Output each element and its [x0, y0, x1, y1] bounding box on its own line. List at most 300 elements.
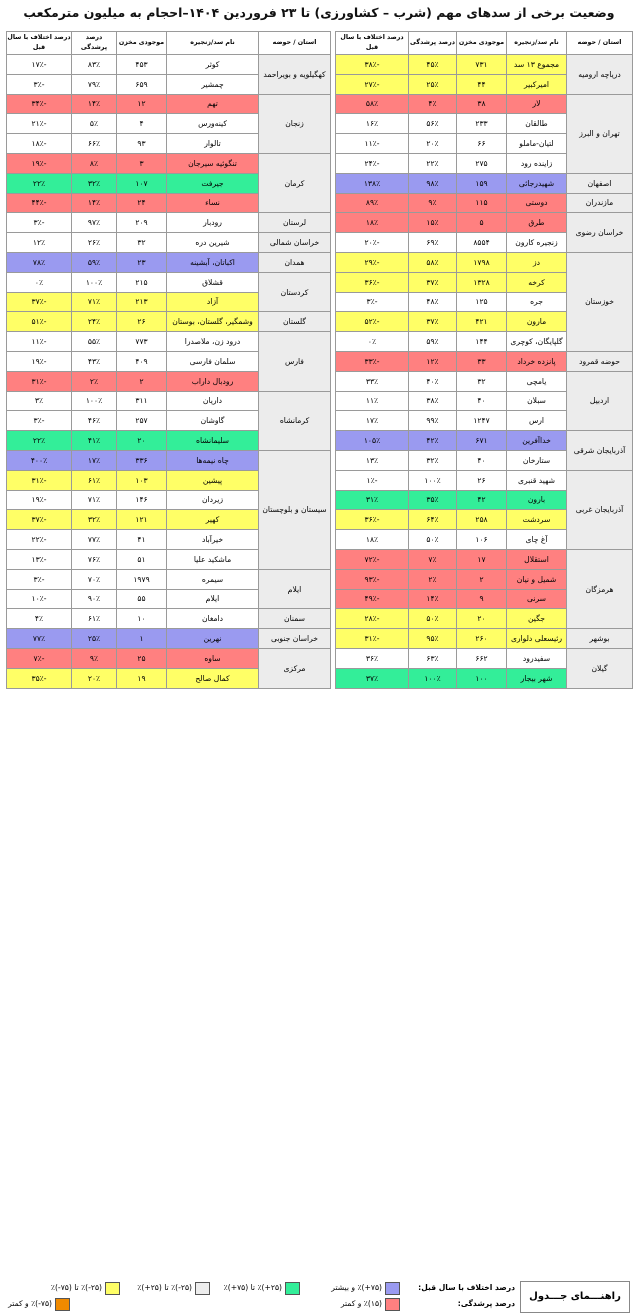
fill-cell: ۷۷٪	[72, 530, 117, 550]
header-dam: نام سد/زنجیره	[167, 32, 259, 55]
dam-cell: رودبال داراب	[167, 371, 259, 391]
change-cell: -۴۹٪	[336, 589, 409, 609]
dam-cell: ماشکید علیا	[167, 549, 259, 569]
change-cell: ۴٪	[7, 609, 72, 629]
storage-cell: ۲۳۳	[457, 114, 507, 134]
legend-item	[120, 1281, 210, 1295]
change-cell: -۱۷٪	[7, 55, 72, 75]
storage-cell: ۲۱۳	[117, 292, 167, 312]
fill-cell: ۹۷٪	[72, 213, 117, 233]
dam-cell: شهر بیجار	[507, 668, 567, 688]
storage-cell: ۷۳۱	[457, 55, 507, 75]
storage-cell: ۱۴۴	[457, 332, 507, 352]
dam-cell: چاه نیمه‌ها	[167, 450, 259, 470]
right-dam-table	[335, 31, 633, 689]
dam-cell: لتیان-ماملو	[507, 134, 567, 154]
dam-cell: دز	[507, 252, 567, 272]
change-cell: ۱۸٪	[336, 530, 409, 550]
table-row	[7, 450, 331, 470]
storage-cell: ۳۱۱	[117, 391, 167, 411]
dam-cell: سلمان فارسی	[167, 351, 259, 371]
dam-cell: تنگوئیه سیرجان	[167, 153, 259, 173]
storage-cell: ۴۲	[457, 490, 507, 510]
dam-cell: دامغان	[167, 609, 259, 629]
dam-cell: چمشیر	[167, 74, 259, 94]
table-row	[7, 55, 331, 75]
dam-cell: طالقان	[507, 114, 567, 134]
change-cell: ۵۸٪	[336, 94, 409, 114]
table-row	[7, 94, 331, 114]
change-cell: ۱۶٪	[336, 114, 409, 134]
province-cell: اردبیل	[567, 371, 633, 430]
change-cell: -۷۲٪	[336, 549, 409, 569]
table-row	[7, 233, 331, 253]
dam-cell: آغ چای	[507, 530, 567, 550]
change-cell: -۳۶٪	[336, 272, 409, 292]
fill-cell: ۴٪	[409, 94, 457, 114]
province-cell: سمنان	[259, 609, 331, 629]
fill-cell: ۵۹٪	[409, 332, 457, 352]
left-dam-table	[6, 31, 331, 689]
fill-cell: ۷۹٪	[72, 74, 117, 94]
fill-cell: ۴۳٪	[72, 351, 117, 371]
province-cell: کهگیلویه و بویراحمد	[259, 55, 331, 95]
province-cell: آذربایجان غربی	[567, 470, 633, 549]
fill-cell: ۴۶٪	[72, 411, 117, 431]
dam-cell: ارس	[507, 411, 567, 431]
table-row	[336, 55, 633, 75]
storage-cell: ۱۷	[457, 549, 507, 569]
storage-cell: ۱۷۹۸	[457, 252, 507, 272]
storage-cell: ۳	[117, 153, 167, 173]
dam-cell: کهیر	[167, 510, 259, 530]
change-cell: -۲۴٪	[336, 153, 409, 173]
fill-cell: ۵۸٪	[409, 252, 457, 272]
storage-cell: ۴۱	[117, 530, 167, 550]
storage-cell: ۴۴	[457, 74, 507, 94]
table-row	[336, 371, 633, 391]
change-cell: -۳۱٪	[336, 629, 409, 649]
fill-cell: ۵۵٪	[72, 332, 117, 352]
storage-cell: ۲۷۵	[457, 153, 507, 173]
storage-cell: ۶۵۹	[117, 74, 167, 94]
storage-cell: ۴	[117, 114, 167, 134]
fill-cell: ۵۰٪	[409, 609, 457, 629]
storage-cell: ۱۲	[117, 94, 167, 114]
dam-cell: بارون	[507, 490, 567, 510]
legend-swatch	[55, 1298, 70, 1311]
storage-cell: ۲۴	[117, 193, 167, 213]
header-fill: درصد پرشدگی	[409, 32, 457, 55]
table-header	[336, 32, 633, 55]
table-row	[336, 173, 633, 193]
legend-swatch	[385, 1298, 400, 1311]
dam-cell: لار	[507, 94, 567, 114]
province-cell: لرستان	[259, 213, 331, 233]
dam-cell: سرنی	[507, 589, 567, 609]
legend-swatch	[385, 1282, 400, 1295]
storage-cell: ۲۶	[117, 312, 167, 332]
province-cell: خراسان جنوبی	[259, 629, 331, 649]
fill-cell: ۳۲٪	[72, 510, 117, 530]
storage-cell: ۵	[457, 213, 507, 233]
change-cell: ۰٪	[336, 332, 409, 352]
dam-cell: سبلان	[507, 391, 567, 411]
legend-item-label: (۱۵)٪ و کمتر	[340, 1299, 382, 1308]
dam-cell: دوستی	[507, 193, 567, 213]
province-cell: گلستان	[259, 312, 331, 332]
change-cell: -۱۹٪	[7, 351, 72, 371]
change-cell: ۳۶٪	[336, 648, 409, 668]
change-cell: ۱۱٪	[336, 391, 409, 411]
dam-cell: کرخه	[507, 272, 567, 292]
change-cell: -۳۱٪	[7, 470, 72, 490]
change-cell: ۳۱٪	[336, 490, 409, 510]
province-cell: حوضه قمرود	[567, 351, 633, 371]
fill-cell: ۱۰۰٪	[409, 470, 457, 490]
change-cell: -۲۱٪	[7, 114, 72, 134]
table-row	[336, 351, 633, 371]
change-cell: ۲۲٪	[7, 431, 72, 451]
fill-cell: ۱۰۰٪	[72, 272, 117, 292]
province-cell: سیستان و بلوچستان	[259, 450, 331, 569]
storage-cell: ۳۳	[457, 351, 507, 371]
fill-cell: ۹۵٪	[409, 629, 457, 649]
fill-cell: ۷۱٪	[72, 292, 117, 312]
province-cell: مرکزی	[259, 648, 331, 688]
storage-cell: ۳۲	[117, 233, 167, 253]
province-cell: مازندران	[567, 193, 633, 213]
header-province: استان / حوضه	[259, 32, 331, 55]
fill-cell: ۳۲٪	[72, 173, 117, 193]
fill-cell: ۲۰٪	[409, 134, 457, 154]
province-cell: خراسان شمالی	[259, 233, 331, 253]
fill-cell: ۱۵٪	[409, 213, 457, 233]
fill-cell: ۹۰٪	[72, 589, 117, 609]
storage-cell: ۵۵	[117, 589, 167, 609]
storage-cell: ۶۶۲	[457, 648, 507, 668]
dam-cell: شمیل و نیان	[507, 569, 567, 589]
change-cell: -۱۱٪	[336, 134, 409, 154]
fill-cell: ۲۲٪	[409, 153, 457, 173]
province-cell: ایلام	[259, 569, 331, 609]
fill-cell: ۶۳٪	[409, 648, 457, 668]
province-cell: همدان	[259, 252, 331, 272]
table-row	[7, 153, 331, 173]
province-cell: کرمانشاه	[259, 391, 331, 450]
storage-cell: ۲۱۵	[117, 272, 167, 292]
change-cell: -۱٪	[336, 470, 409, 490]
change-cell: -۲۸٪	[336, 609, 409, 629]
dam-cell: یامچی	[507, 371, 567, 391]
dam-cell: خداآفرین	[507, 431, 567, 451]
change-cell: -۲۷٪	[336, 74, 409, 94]
table-row	[7, 213, 331, 233]
province-cell: بوشهر	[567, 629, 633, 649]
storage-cell: ۱۰۷	[117, 173, 167, 193]
storage-cell: ۴۲۱	[457, 312, 507, 332]
change-cell: ۱۸٪	[336, 213, 409, 233]
change-cell: ۷۸٪	[7, 252, 72, 272]
fill-cell: ۹۸٪	[409, 173, 457, 193]
change-cell: -۳۴٪	[7, 94, 72, 114]
province-cell: تهران و البرز	[567, 94, 633, 173]
province-cell: اصفهان	[567, 173, 633, 193]
change-cell: -۳۳٪	[336, 351, 409, 371]
storage-cell: ۲۵۸	[457, 510, 507, 530]
change-cell: -۳۸٪	[336, 55, 409, 75]
dam-cell: نهرین	[167, 629, 259, 649]
fill-cell: ۱۷٪	[72, 450, 117, 470]
table-row	[7, 332, 331, 352]
change-cell: -۱۱٪	[7, 332, 72, 352]
table-row	[336, 193, 633, 213]
change-cell: ۳۳٪	[336, 371, 409, 391]
change-cell: -۲۲٪	[7, 530, 72, 550]
change-cell: ۱۳۸٪	[336, 173, 409, 193]
storage-cell: ۱۰۶	[457, 530, 507, 550]
fill-cell: ۱۰۰٪	[409, 668, 457, 688]
change-cell: -۳۱٪	[7, 371, 72, 391]
dam-cell: گلپایگان، کوچری	[507, 332, 567, 352]
table-row	[7, 272, 331, 292]
table-row	[336, 252, 633, 272]
fill-cell: ۲٪	[409, 569, 457, 589]
dam-cell: ستارخان	[507, 450, 567, 470]
fill-cell: ۵۹٪	[72, 252, 117, 272]
dam-cell: تالوار	[167, 134, 259, 154]
fill-cell: ۵۶٪	[409, 114, 457, 134]
change-cell: ۲۲٪	[7, 173, 72, 193]
fill-cell: ۶۹٪	[409, 233, 457, 253]
fill-cell: ۳۷٪	[409, 272, 457, 292]
fill-cell: ۲۵٪	[409, 74, 457, 94]
fill-cell: ۷۱٪	[72, 490, 117, 510]
fill-cell: ۱۲٪	[409, 351, 457, 371]
fill-cell: ۴۱٪	[72, 431, 117, 451]
fill-cell: ۴۸٪	[409, 292, 457, 312]
storage-cell: ۳۲	[457, 371, 507, 391]
legend-swatch	[285, 1282, 300, 1295]
province-cell: هرمزگان	[567, 549, 633, 628]
fill-cell: ۴۰٪	[409, 371, 457, 391]
dam-cell: قشلاق	[167, 272, 259, 292]
storage-cell: ۲۰	[117, 431, 167, 451]
storage-cell: ۲۰	[457, 609, 507, 629]
fill-cell: ۳۸٪	[409, 391, 457, 411]
header-dam: نام سد/زنجیره	[507, 32, 567, 55]
dam-cell: سردشت	[507, 510, 567, 530]
storage-cell: ۲	[457, 569, 507, 589]
change-cell: -۵۲٪	[336, 312, 409, 332]
change-cell: ۰٪	[7, 272, 72, 292]
change-cell: -۳۵٪	[7, 668, 72, 688]
table-row	[336, 431, 633, 451]
storage-cell: ۴۰	[457, 450, 507, 470]
storage-cell: ۱۲۵	[457, 292, 507, 312]
legend	[0, 636, 638, 1308]
fill-cell: ۲٪	[72, 371, 117, 391]
fill-cell: ۹٪	[409, 193, 457, 213]
table-row	[336, 94, 633, 114]
header-province: استان / حوضه	[567, 32, 633, 55]
change-cell: -۱۰٪	[7, 589, 72, 609]
fill-cell: ۳۲٪	[409, 450, 457, 470]
header-fill: درصد پرشدگی	[72, 32, 117, 55]
dam-cell: داریان	[167, 391, 259, 411]
dam-cell: زاینده رود	[507, 153, 567, 173]
dam-cell: پیشین	[167, 470, 259, 490]
fill-cell: ۴۲٪	[409, 431, 457, 451]
storage-cell: ۲۶	[457, 470, 507, 490]
dam-cell: اکباتان، آبشینه	[167, 252, 259, 272]
table-row	[7, 569, 331, 589]
fill-cell: ۲۴٪	[72, 312, 117, 332]
storage-cell: ۳۳۶	[117, 450, 167, 470]
province-cell: خراسان رضوی	[567, 213, 633, 253]
storage-cell: ۹۳	[117, 134, 167, 154]
change-cell: -۳٪	[336, 292, 409, 312]
dam-cell: شهیدرجائی	[507, 173, 567, 193]
fill-cell: ۶۱٪	[72, 470, 117, 490]
storage-cell: ۲۰۹	[117, 213, 167, 233]
storage-cell: ۴۰۹	[117, 351, 167, 371]
province-cell: کردستان	[259, 272, 331, 312]
storage-cell: ۲۶۰	[457, 629, 507, 649]
change-cell: ۱۲٪	[7, 233, 72, 253]
fill-cell: ۱۴٪	[72, 94, 117, 114]
dam-cell: رودبار	[167, 213, 259, 233]
dam-cell: ایلام	[167, 589, 259, 609]
storage-cell: ۱۵۹	[457, 173, 507, 193]
fill-cell: ۲۰٪	[72, 668, 117, 688]
change-cell: -۷٪	[7, 648, 72, 668]
change-cell: -۱۳٪	[7, 549, 72, 569]
table-row	[7, 312, 331, 332]
dam-cell: زیردان	[167, 490, 259, 510]
dam-cell: تهم	[167, 94, 259, 114]
change-cell: -۲۰٪	[336, 233, 409, 253]
legend-item	[210, 1281, 300, 1295]
dam-cell: رئیسعلی دلواری	[507, 629, 567, 649]
fill-cell: ۷٪	[409, 549, 457, 569]
change-cell: -۱۹٪	[7, 490, 72, 510]
fill-cell: ۱۰۰٪	[72, 391, 117, 411]
storage-cell: ۱۳۲۸	[457, 272, 507, 292]
storage-cell: ۱۰۳	[117, 470, 167, 490]
change-cell: -۳٪	[7, 74, 72, 94]
storage-cell: ۱۹۷۹	[117, 569, 167, 589]
storage-cell: ۱۴۶	[117, 490, 167, 510]
fill-cell: ۲۵٪	[72, 629, 117, 649]
fill-cell: ۱۴٪	[409, 589, 457, 609]
change-cell: -۱۹٪	[7, 153, 72, 173]
fill-cell: ۶۴٪	[409, 510, 457, 530]
province-cell: آذربایجان شرقی	[567, 431, 633, 471]
storage-cell: ۶۶	[457, 134, 507, 154]
fill-cell: ۸٪	[72, 153, 117, 173]
legend-item-label: (۷۵+)٪ و بیشتر	[331, 1283, 382, 1292]
table-row	[336, 470, 633, 490]
dam-cell: استقلال	[507, 549, 567, 569]
dam-cell: جگین	[507, 609, 567, 629]
dam-cell: خیرآباد	[167, 530, 259, 550]
legend-swatch	[105, 1282, 120, 1295]
legend-item	[0, 1297, 70, 1311]
header-storage: موجودی مخزن	[117, 32, 167, 55]
dam-cell: جره	[507, 292, 567, 312]
dam-cell: مجموع ۱۳ سد	[507, 55, 567, 75]
dam-cell: کوثر	[167, 55, 259, 75]
storage-cell: ۳۸	[457, 94, 507, 114]
change-cell: -۴۴٪	[7, 193, 72, 213]
table-header	[7, 32, 331, 55]
change-cell: ۸۹٪	[336, 193, 409, 213]
province-cell: کرمان	[259, 153, 331, 212]
storage-cell: ۱۰	[117, 609, 167, 629]
province-cell: زنجان	[259, 94, 331, 153]
dam-cell: سلیمانشاه	[167, 431, 259, 451]
legend-item-label: (۷۵-)٪ و کمتر	[8, 1299, 52, 1308]
storage-cell: ۲۵۷	[117, 411, 167, 431]
table-row	[7, 609, 331, 629]
fill-cell: ۹٪	[72, 648, 117, 668]
dam-cell: کینه‌ورس	[167, 114, 259, 134]
fill-cell: ۷۰٪	[72, 569, 117, 589]
province-cell: دریاچه ارومیه	[567, 55, 633, 95]
storage-cell: ۶۷۱	[457, 431, 507, 451]
legend-fill-label: درصد پرشدگی:	[457, 1299, 515, 1308]
legend-item-label: (۲۵+)٪ تا (۷۵+)٪	[223, 1283, 282, 1292]
dam-cell: گاوشان	[167, 411, 259, 431]
storage-cell: ۷۷۳	[117, 332, 167, 352]
change-cell: ۱۷٪	[336, 411, 409, 431]
header-change: درصد اختلاف با سال قبل	[336, 32, 409, 55]
dam-cell: امیرکبیر	[507, 74, 567, 94]
change-cell: -۳٪	[7, 411, 72, 431]
legend-item	[300, 1281, 400, 1295]
storage-cell: ۹	[457, 589, 507, 609]
legend-item	[300, 1297, 400, 1311]
change-cell: -۹۳٪	[336, 569, 409, 589]
dam-cell: نساء	[167, 193, 259, 213]
legend-item-label: (۲۵-)٪ تا (۷۵-)٪	[50, 1283, 102, 1292]
dam-cell: شیرین دره	[167, 233, 259, 253]
change-cell: ۱۰۵٪	[336, 431, 409, 451]
dam-cell: شهید قنبری	[507, 470, 567, 490]
storage-cell: ۱۰۰	[457, 668, 507, 688]
legend-item	[40, 1281, 120, 1295]
storage-cell: ۲	[117, 371, 167, 391]
change-cell: -۵۱٪	[7, 312, 72, 332]
storage-cell: ۱۱۵	[457, 193, 507, 213]
dam-cell: وشمگیر، گلستان، بوستان	[167, 312, 259, 332]
dam-cell: مارون	[507, 312, 567, 332]
dam-cell: جیرفت	[167, 173, 259, 193]
storage-cell: ۴۰	[457, 391, 507, 411]
legend-change-label: درصد اختلاف با سال قبل:	[418, 1283, 515, 1292]
dam-cell: سفیدرود	[507, 648, 567, 668]
dam-cell: طرق	[507, 213, 567, 233]
storage-cell: ۴۵۳	[117, 55, 167, 75]
storage-cell: ۱	[117, 629, 167, 649]
legend-title: راهنـــمای جـــدول	[520, 1281, 630, 1313]
table-row	[336, 549, 633, 569]
change-cell: -۱۸٪	[7, 134, 72, 154]
storage-cell: ۲۵	[117, 648, 167, 668]
storage-cell: ۵۱	[117, 549, 167, 569]
fill-cell: ۴۵٪	[409, 55, 457, 75]
